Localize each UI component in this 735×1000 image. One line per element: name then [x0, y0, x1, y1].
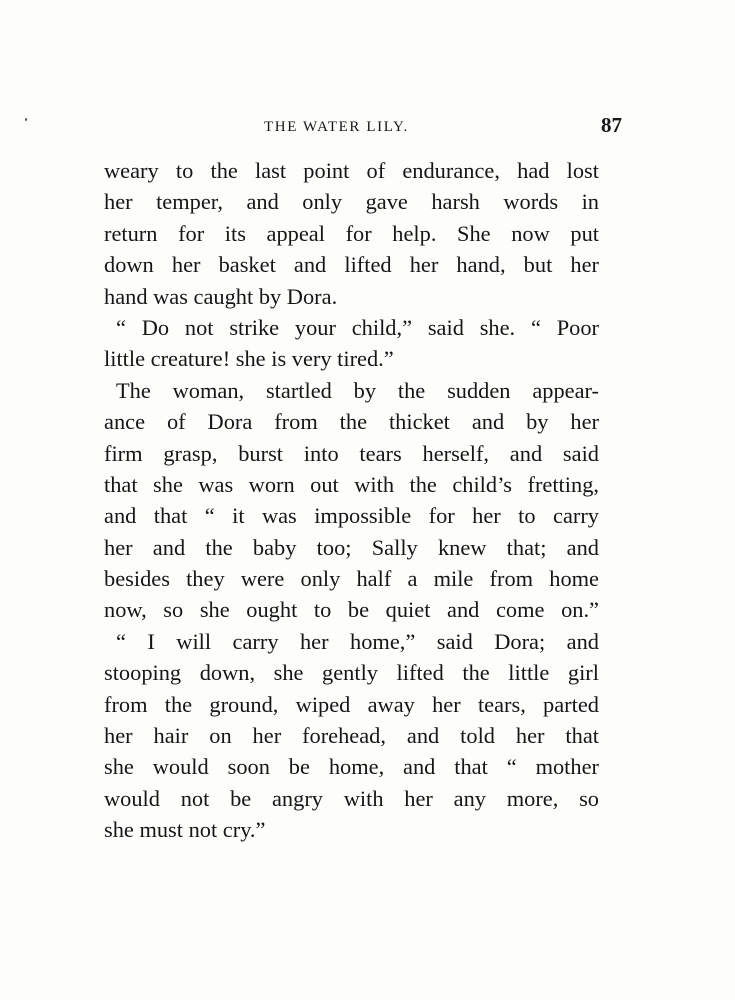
text-line: return for its appeal for help. She now put	[104, 220, 599, 246]
text-line: her and the baby too; Sally knew that; and	[104, 534, 599, 560]
text-line: would not be angry with her any more, so	[104, 785, 599, 811]
text-line: she would soon be home, and that “ mother	[104, 754, 599, 780]
running-title: THE WATER LILY.	[264, 119, 409, 135]
text-line: firm grasp, burst into tears herself, and said	[104, 440, 599, 466]
text-line: weary to the last point of endurance, had lost	[104, 158, 599, 183]
page-number: 87	[601, 113, 622, 137]
text-line: “ I will carry her home,” said Dora; and	[116, 628, 599, 654]
text-line: little creature! she is very tired.”	[104, 346, 394, 372]
text-line: ance of Dora from the thicket and by her	[104, 409, 599, 435]
body-text	[104, 155, 599, 846]
text-line: her temper, and only gave harsh words in	[104, 189, 599, 215]
text-line: her hair on her forehead, and told her that	[104, 723, 599, 749]
page-header	[0, 113, 735, 141]
text-line: down her basket and lifted her hand, but her	[104, 252, 599, 278]
text-line: and that “ it was impossible for her to carry	[104, 503, 599, 529]
text-line: hand was caught by Dora.	[104, 283, 338, 309]
text-line: from the ground, wiped away her tears, parted	[104, 691, 599, 717]
text-line: The woman, startled by the sudden appear-	[116, 377, 599, 403]
text-line: now, so she ought to be quiet and come on.”	[104, 597, 599, 623]
text-line: besides they were only half a mile from home	[104, 566, 599, 592]
text-line: stooping down, she gently lifted the little girl	[104, 660, 599, 686]
text-line: “ Do not strike your child,” said she. “ Poor	[116, 314, 599, 340]
text-line: she must not cry.”	[104, 817, 266, 843]
text-line: that she was worn out with the child’s fretting,	[104, 471, 599, 497]
